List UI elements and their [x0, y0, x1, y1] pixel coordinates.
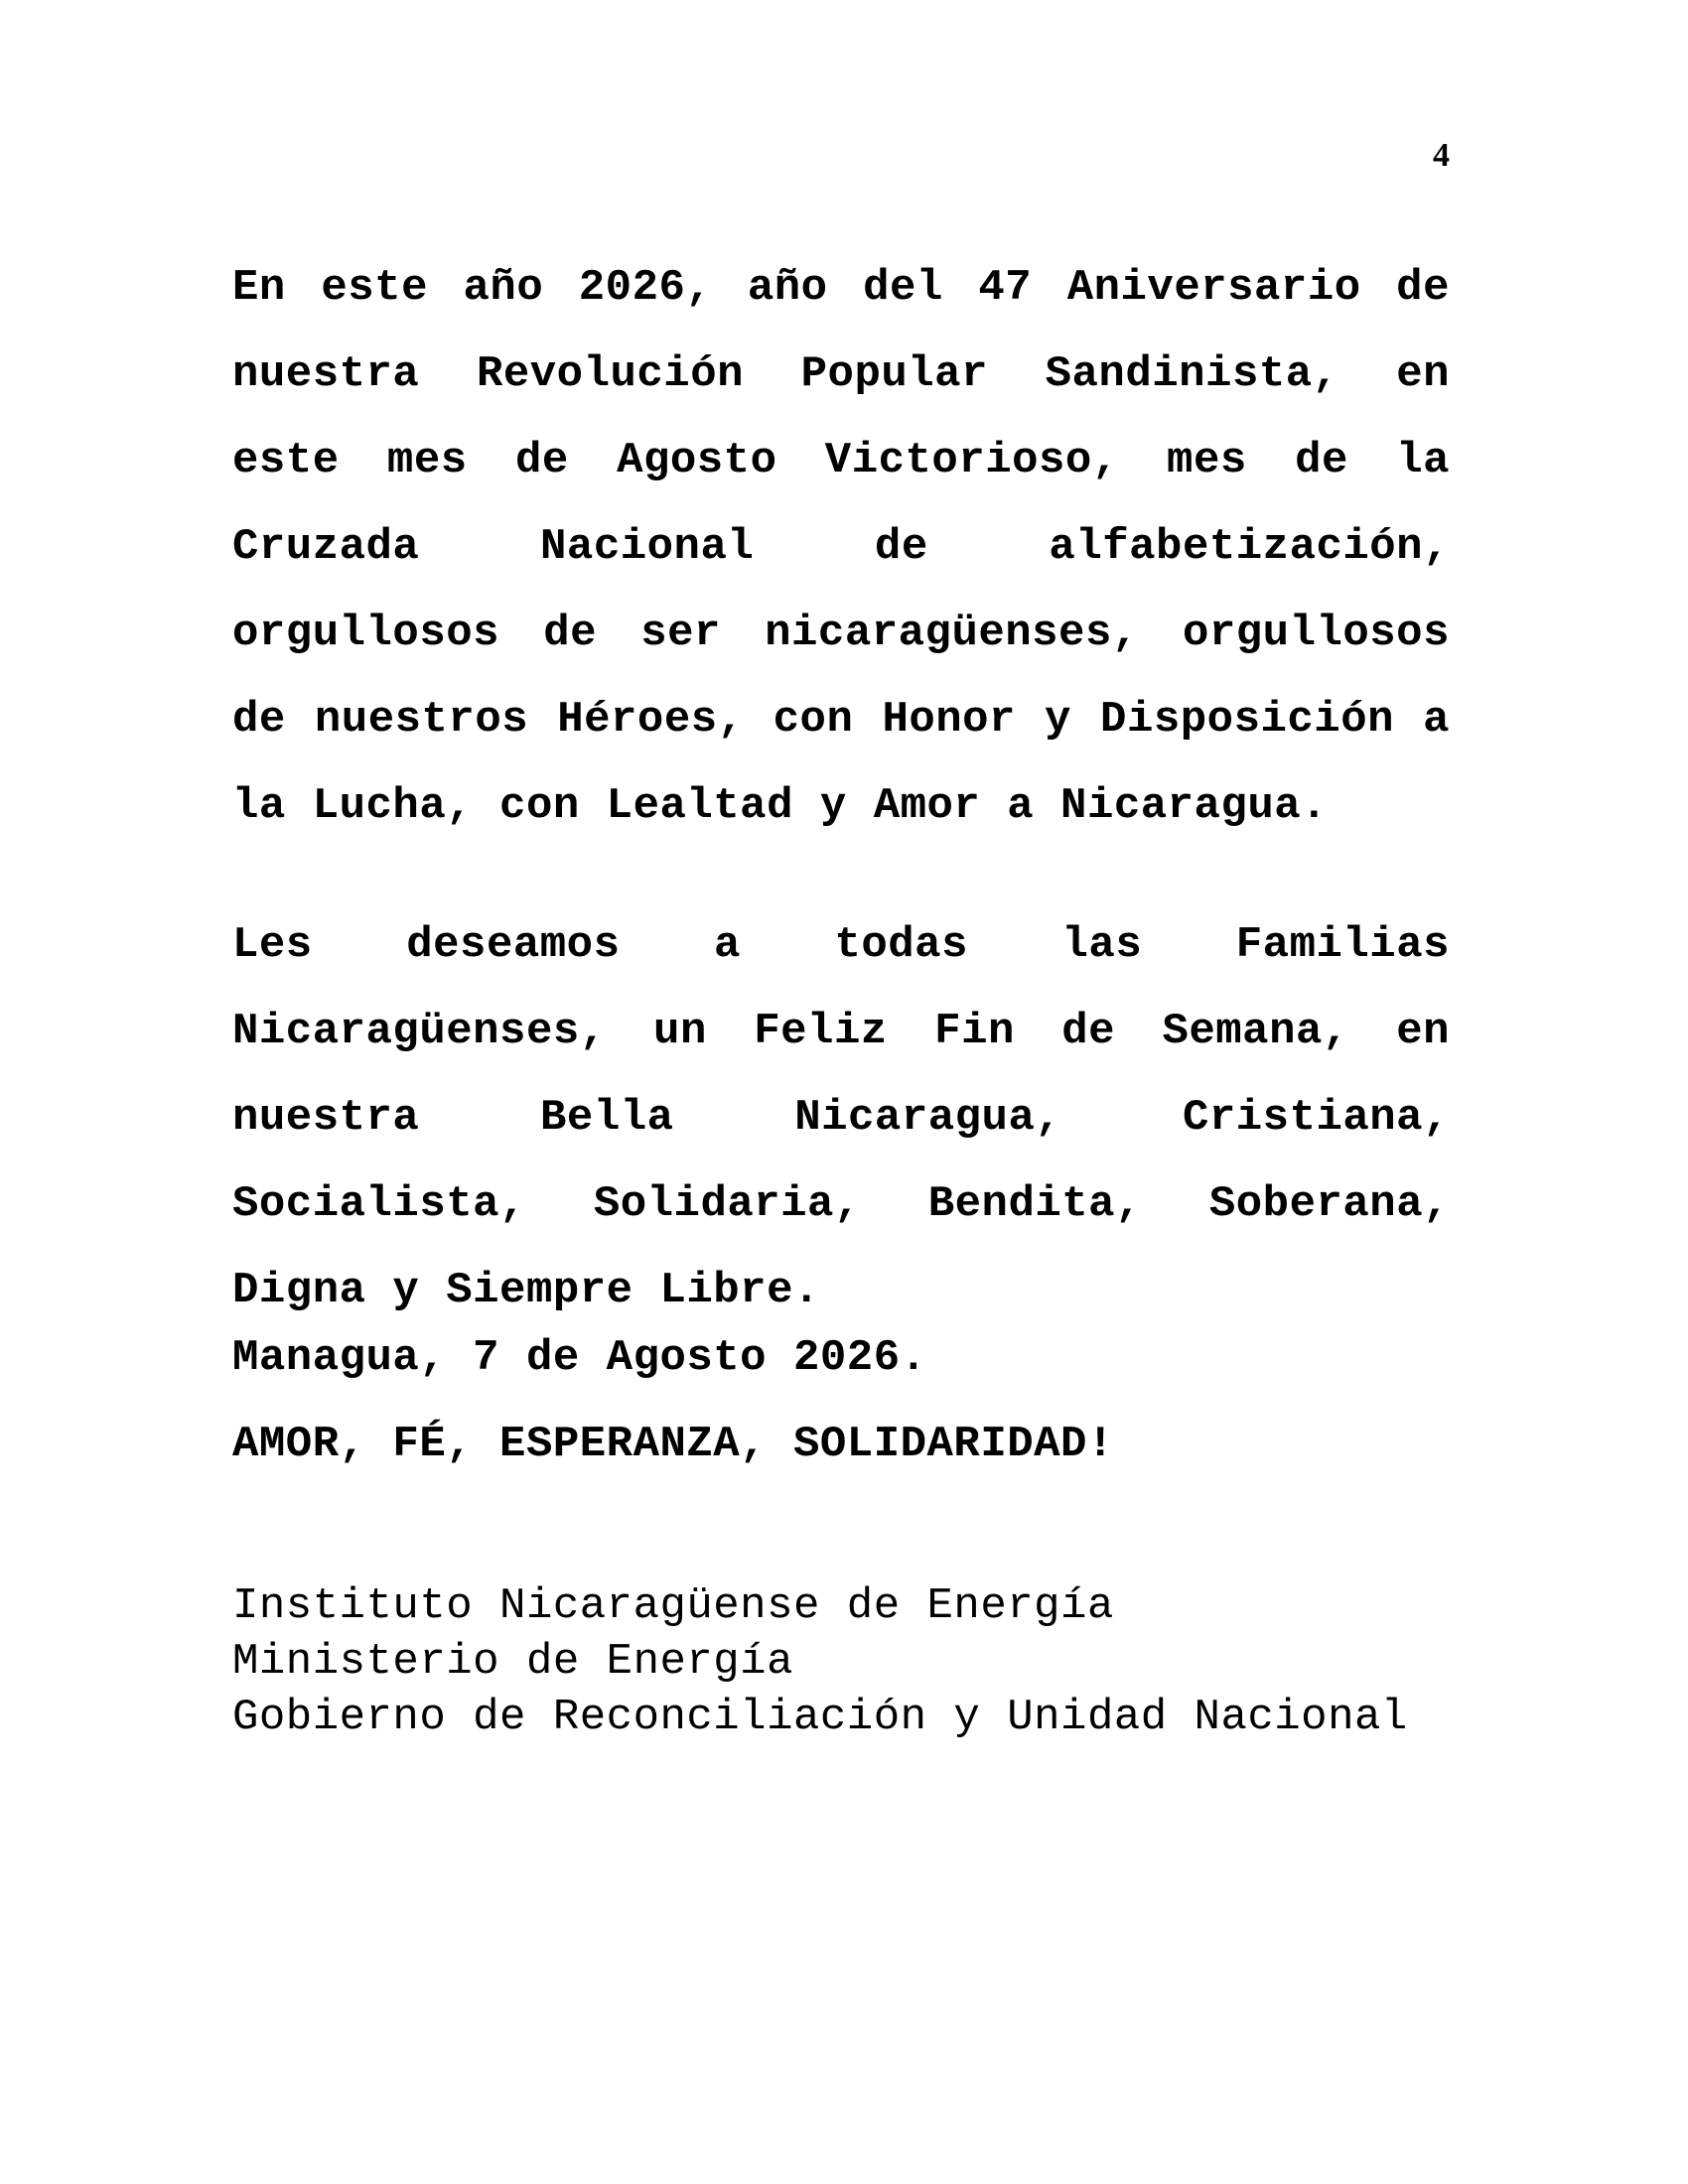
place-date-line: Managua, 7 de Agosto 2026. — [232, 1333, 927, 1383]
paragraph-weekend-wishes: Les deseamos a todas las Familias Nicaragüenses, un Feliz Fin de Semana, en nuestra Bella Nicaragua, Cristiana, Socialista, Solidaria, Bendita, Soberana, Digna y Siempre Libre. — [232, 920, 1450, 1315]
signature-government: Gobierno de Reconciliación y Unidad Nacional — [232, 1693, 1408, 1742]
motto-line: AMOR, FÉ, ESPERANZA, SOLIDARIDAD! — [232, 1420, 1114, 1469]
page-number: 4 — [1433, 137, 1450, 174]
paragraph-anniversary: En este año 2026, año del 47 Aniversario de nuestra Revolución Popular Sandinista, en este mes de Agosto Victorioso, mes de la Cruzada Nacional de alfabetización, orgullosos de ser nicaragüenses, orgullosos de nuestros Héroes, con Honor y Disposición a la Lucha, con Lealtad y Amor a Nicaragua. — [232, 263, 1450, 831]
signature-block — [232, 1578, 1450, 1745]
closing-block — [232, 1315, 1450, 1488]
signature-ministry: Ministerio de Energía — [232, 1637, 793, 1687]
signature-institute: Instituto Nicaragüense de Energía — [232, 1581, 1114, 1631]
